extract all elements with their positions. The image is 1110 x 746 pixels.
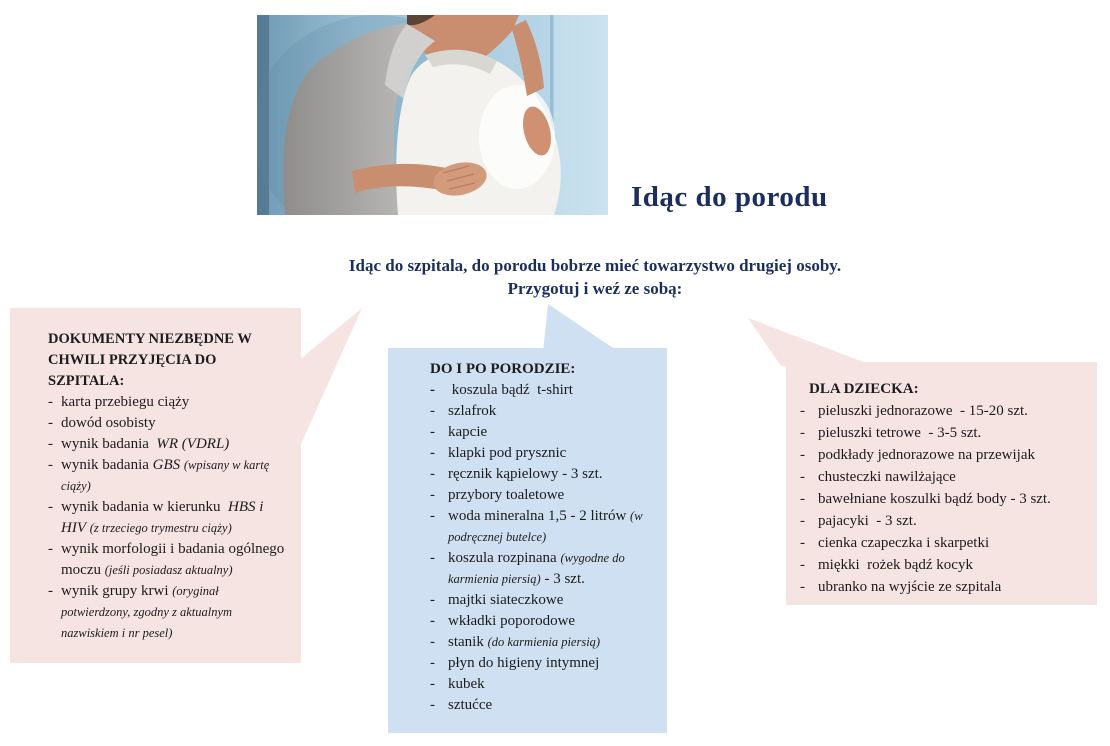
list-item (48, 434, 285, 455)
list-item (800, 466, 1087, 488)
list-item (48, 497, 285, 539)
list-item (800, 444, 1087, 466)
list-item (800, 576, 1087, 598)
list-item-dash: - (430, 382, 435, 398)
list-item-text: klapki pod prysznic (448, 445, 567, 461)
list-item-dash: - (430, 487, 435, 503)
list-item (430, 611, 655, 632)
list-item-text: (do karmienia piersią) (487, 635, 601, 649)
list-item-text: HBS i HIV (61, 499, 268, 536)
list-item-text: ubranko na wyjście ze szpitala (818, 579, 1002, 595)
list-item (430, 422, 655, 443)
pregnant-woman-photo (257, 15, 608, 215)
list-item-dash: - (800, 403, 805, 419)
list-item-text: (wpisany w kartę ciąży) (61, 458, 273, 493)
list-item (48, 413, 285, 434)
list-item (430, 380, 655, 401)
wall-right-panel (554, 15, 609, 215)
list-item-dash: - (430, 403, 435, 419)
list-item-dash: - (430, 592, 435, 608)
list-item-dash: - (430, 676, 435, 692)
list-item-dash: - (430, 424, 435, 440)
list-item-dash: - (800, 469, 805, 485)
list-item (800, 488, 1087, 510)
baby-box-title: DLA DZIECKA: (809, 381, 919, 397)
list-item-dash: - (800, 535, 805, 551)
list-item-text: płyn do higieny intymnej (448, 655, 600, 671)
list-item-text: kapcie (448, 424, 488, 440)
list-item (430, 548, 655, 590)
list-item-dash: - (800, 447, 805, 463)
list-item-text: miękki rożek bądź kocyk (818, 557, 973, 573)
list-item (48, 539, 289, 581)
list-item-dash: - (48, 541, 53, 557)
list-item-text: cienka czapeczka i skarpetki (818, 535, 990, 551)
list-item-text: - 3 szt. (540, 571, 585, 587)
list-item (800, 400, 1087, 422)
list-item (430, 401, 655, 422)
birth-box (388, 348, 667, 733)
list-item-dash: - (48, 436, 53, 452)
list-item-dash: - (48, 415, 53, 431)
list-item-dash: - (800, 425, 805, 441)
list-item-text: koszula bądź t-shirt (448, 382, 573, 398)
list-item-text: sztućce (448, 697, 493, 713)
list-item-text: stanik (448, 634, 488, 650)
list-item-text: GBS (152, 457, 181, 473)
list-item-text: wkładki poporodowe (448, 613, 576, 629)
list-item-text: woda mineralna 1,5 - 2 litrów (448, 508, 631, 524)
baby-list (800, 400, 1087, 598)
list-item-text: wynik grupy krwi (61, 583, 173, 599)
list-item-text: dowód osobisty (61, 415, 156, 431)
list-item-dash: - (800, 513, 805, 529)
intro-text (280, 254, 910, 300)
list-item-text: pajacyki - 3 szt. (818, 513, 917, 529)
list-item-dash: - (430, 445, 435, 461)
list-item (430, 695, 655, 716)
pregnant-woman-illustration (257, 15, 608, 215)
documents-box-title: DOKUMENTY NIEZBĘDNE W CHWILI PRZYJĘCIA DO SZPITALA: (48, 331, 256, 389)
list-item-text: majtki siateczkowe (448, 592, 564, 608)
list-item (430, 506, 655, 548)
list-item (48, 392, 285, 413)
list-item-text: (jeśli posiadasz aktualny) (104, 563, 233, 577)
list-item (430, 464, 655, 485)
list-item-text: wynik badania (61, 436, 157, 452)
list-item-text: kubek (448, 676, 485, 692)
list-item-dash: - (430, 613, 435, 629)
documents-list (48, 392, 289, 644)
list-item-text: bawełniane koszulki bądź body - 3 szt. (818, 491, 1051, 507)
baby-box (786, 362, 1097, 605)
list-item-text: przybory toaletowe (448, 487, 565, 503)
documents-box (10, 308, 301, 663)
list-item-text: wynik badania (61, 457, 153, 473)
list-item-text: pieluszki jednorazowe - 15-20 szt. (818, 403, 1028, 419)
list-item (430, 590, 655, 611)
list-item-dash: - (430, 634, 435, 650)
page-title: Idąc do porodu (631, 181, 828, 213)
birth-list (430, 380, 655, 716)
list-item (800, 554, 1087, 576)
list-item-text: pieluszki tetrowe - 3-5 szt. (818, 425, 982, 441)
list-item-dash: - (800, 491, 805, 507)
list-item-text: (oryginał potwierdzony, zgodny z aktualnym nazwiskiem i nr pesel) (61, 584, 236, 640)
list-item (430, 485, 655, 506)
list-item-dash: - (48, 583, 53, 599)
list-item (430, 653, 655, 674)
list-item-text: wynik morfologii i badania ogólnego moczu (61, 541, 289, 578)
list-item-text: karta przebiegu ciąży (61, 394, 190, 410)
list-item-dash: - (430, 655, 435, 671)
list-item (430, 443, 655, 464)
list-item-dash: - (48, 499, 53, 515)
list-item-text: podkłady jednorazowe na przewijak (818, 447, 1035, 463)
list-item-text: szlafrok (448, 403, 497, 419)
list-item-dash: - (48, 457, 53, 473)
intro-line-1: Idąc do szpitala, do porodu bobrze mieć towarzystwo drugiej osoby. (348, 256, 842, 275)
list-item-dash: - (800, 557, 805, 573)
list-item (800, 510, 1087, 532)
list-item-text: wynik badania w kierunku (61, 499, 229, 515)
pointer-documents-box (297, 308, 362, 453)
list-item-text: WR (VDRL) (156, 436, 230, 452)
list-item-text: koszula rozpinana (448, 550, 561, 566)
list-item (800, 422, 1087, 444)
list-item (48, 581, 285, 644)
list-item-text: ręcznik kąpielowy - 3 szt. (448, 466, 603, 482)
list-item (430, 674, 655, 695)
list-item-dash: - (430, 466, 435, 482)
list-item-dash: - (800, 579, 805, 595)
list-item-text: (z trzeciego trymestru ciąży) (89, 521, 232, 535)
birth-box-title: DO I PO PORODZIE: (430, 361, 576, 377)
list-item (800, 532, 1087, 554)
pointer-birth-box (543, 304, 619, 352)
list-item-text: (w podręcznej butelce) (448, 509, 646, 544)
intro-line-2: Przygotuj i weź ze sobą: (507, 279, 683, 298)
list-item (430, 632, 655, 653)
list-item-text: chusteczki nawilżające (818, 469, 956, 485)
list-item-dash: - (430, 550, 435, 566)
pointer-baby-box (748, 318, 874, 366)
list-item-dash: - (48, 394, 53, 410)
list-item-dash: - (430, 508, 435, 524)
list-item (48, 455, 285, 497)
list-item-text: (wygodne do karmienia piersią) (448, 551, 628, 586)
list-item-dash: - (430, 697, 435, 713)
